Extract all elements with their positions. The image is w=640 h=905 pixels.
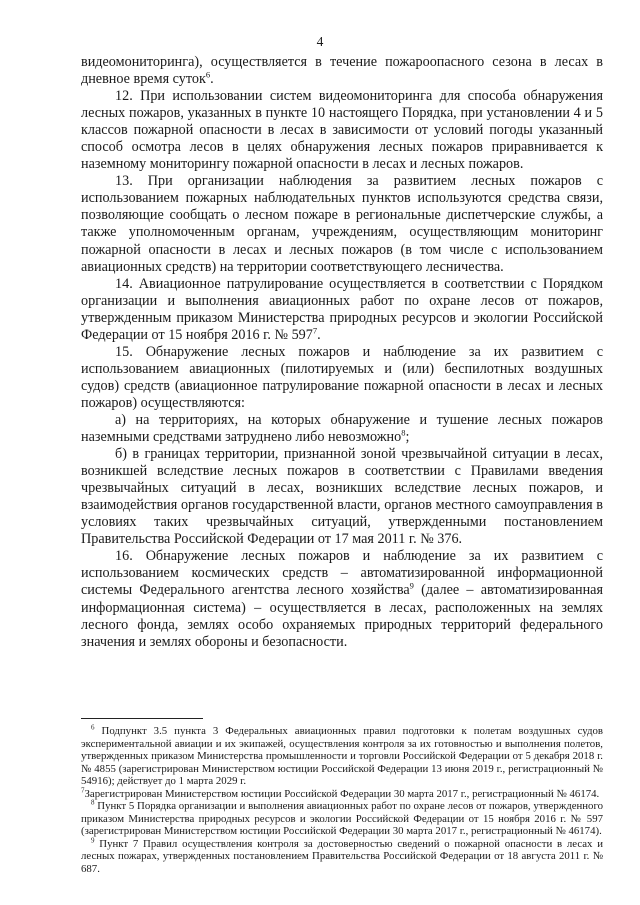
footnote-8: $^8$ Пункт 5 Порядка организации и выполнения авиационных работ по охране лесов от пожаров, утвержденного приказом Министерства природных ресурсов и экологии Российской Федерации от 15 ноября 2016 г. № 597 (зарегистрирован Министерством юстиции Российской Федерации 30 марта 2017 г., регистрационный № 46174). — [81, 798, 604, 838]
footnote-6: $^6$ Подпункт 3.5 пункта 3 Федеральных авиационных правил подготовки к полетам воздушных судов экспериментальной авиации и их экипажей, осуществления контроля за их готовностью и выполнения полетов, утвержденных приказом Министерства промышленности и торговли Российской Федерации от 5 декабря 2018 г. № 4855 (зарегистрирован Министерством юстиции Российской Федерации 13 июня 2019 г., регистрационный № 54916); действует до 1 марта 2029 г. — [81, 723, 603, 788]
paragraph-continuation: видеомониторинга), осуществляется в течение пожароопасного сезона в лесах в дневное время суток$^6$. — [81, 54, 603, 88]
paragraph-15: 15. Обнаружение лесных пожаров и наблюдение за их развитием с использованием авиационных (пилотируемых и (или) беспилотных воздушных судов) средств (авиационное патрулирование пожарной опасности в лесах и лесных пожаров) осуществляются: — [81, 343, 603, 411]
paragraph-15a: а) на территориях, на которых обнаружение и тушение лесных пожаров наземными средствами затруднено либо невозможно$^8$; — [81, 411, 603, 446]
page-number: 4 — [316, 34, 324, 49]
main-text — [81, 54, 603, 651]
footnote-9: $^9$ Пункт 7 Правил осуществления контроля за достоверностью сведений о пожарной опасности в лесах и лесных пожарах, утвержденных постановлением Правительства Российской Федерации от 18 августа 2011 г. № 687. — [81, 836, 604, 876]
paragraph-16: 16. Обнаружение лесных пожаров и наблюдение за их развитием с использованием космических средств – автоматизированной информационной системы Федерального агентства лесного хозяйства$^9$ (далее – автоматизированная информационная система) – осуществляется в лесах, расположенных на землях лесного фонда, землях особо охраняемых природных территорий федерального значения и землях обороны и безопасности. — [81, 548, 603, 650]
footnote-ref: 7 — [312, 325, 318, 336]
footnote-mark: 9 — [91, 836, 95, 845]
footnotes — [81, 725, 603, 876]
footnote-divider — [81, 718, 203, 719]
paragraph-13: 13. При организации наблюдения за развитием лесных пожаров с использованием пожарных наблюдательных пунктов используются средства связи, позволяющие сообщать о лесном пожаре в региональные диспетчерские службы, а также уполномоченным органам, учреждениям, осуществляющим мониторинг пожарной опасности в лесах и лесных пожаров (в том числе с использованием авиационных средств) на территории соответствующего лесничества. — [81, 173, 603, 275]
footnote-ref: 6 — [205, 69, 211, 80]
paragraph-15b: б) в границах территории, признанной зоной чрезвычайной ситуации в лесах, возникшей вследствие лесных пожаров в соответствии с Правилами введения чрезвычайных ситуаций в лесах, возникших вследствие лесных пожаров, и взаимодействия органов государственной власти, органов местного самоуправления в условиях таких чрезвычайных ситуаций, утвержденными постановлением Правительства Российской Федерации от 17 мая 2011 г. № 376. — [81, 446, 603, 548]
footnote-7: $^7$Зарегистрирован Министерством юстиции Российской Федерации 30 марта 2017 г., регистрационный № 46174. — [81, 786, 600, 800]
footnote-mark: 6 — [91, 723, 95, 732]
paragraph-12: 12. При использовании систем видеомониторинга для способа обнаружения лесных пожаров, указанных в пункте 10 настоящего Порядка, при установлении 4 и 5 классов пожарной опасности в лесах в зависимости от условий погоды указанный способ осмотра лесов в целях обнаружения лесных пожаров приравнивается к наземному мониторингу пожарной опасности в лесах и лесных пожаров. — [81, 88, 603, 173]
footnote-ref: 9 — [409, 580, 414, 591]
footnote-ref: 8 — [401, 427, 406, 438]
footnote-mark: 7 — [81, 786, 85, 795]
paragraph-14: 14. Авиационное патрулирование осуществляется в соответствии с Порядком организации и выполнения авиационных работ по охране лесов от пожаров, утвержденным приказом Министерства природных ресурсов и экологии Российской Федерации от 15 ноября 2016 г. № $597^7$. — [81, 275, 603, 343]
footnote-mark: 8 — [91, 798, 95, 807]
